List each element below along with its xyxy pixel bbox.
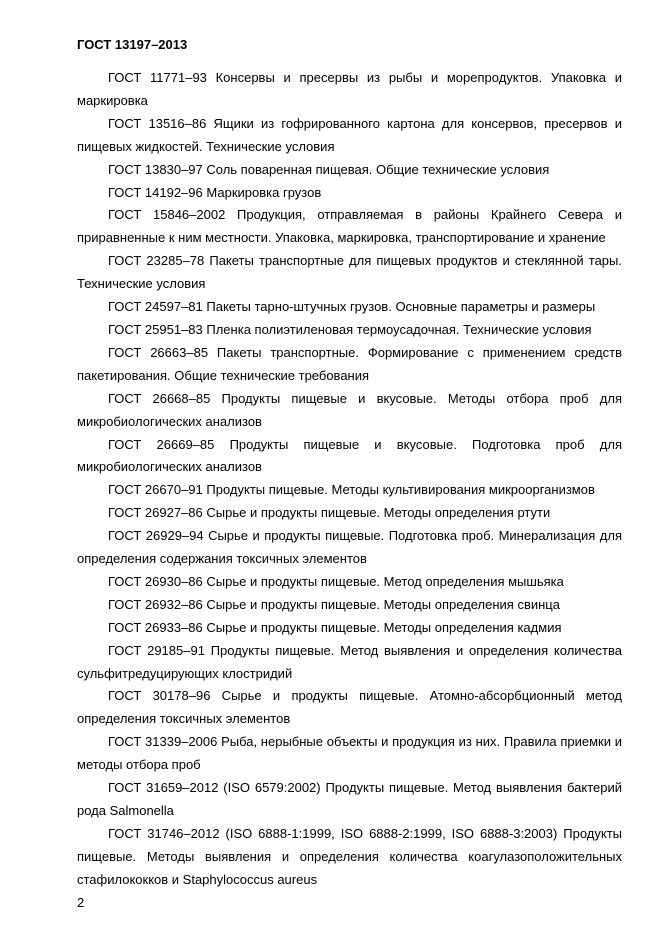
reference-item: ГОСТ 26668–85 Продукты пищевые и вкусовые. Методы отбора проб для микробиологических анализов (77, 390, 622, 429)
page-number: 2 (77, 895, 85, 910)
reference-item: ГОСТ 24597–81 Пакеты тарно-штучных грузов. Основные параметры и размеры (108, 299, 596, 315)
reference-item: ГОСТ 29185–91 Продукты пищевые. Метод выявления и определения количества сульфитредуцирующих клостридий (77, 642, 622, 681)
reference-item: ГОСТ 26670–91 Продукты пищевые. Методы культивирования микроорганизмов (108, 482, 595, 498)
reference-item: ГОСТ 15846–2002 Продукция, отправляемая в районы Крайнего Севера и приравненные к ним местности. Упаковка, маркировка, транспортирование и хранение (77, 207, 622, 246)
document-header: ГОСТ 13197–2013 (77, 37, 188, 52)
reference-item: ГОСТ 26669–85 Продукты пищевые и вкусовые. Подготовка проб для микробиологических анализов (77, 436, 622, 475)
reference-item: ГОСТ 26932–86 Сырье и продукты пищевые. Методы определения свинца (108, 596, 560, 612)
reference-item: ГОСТ 11771–93 Консервы и пресервы из рыбы и морепродуктов. Упаковка и маркировка (77, 70, 622, 108)
reference-item: ГОСТ 25951–83 Пленка полиэтиленовая термоусадочная. Технические условия (108, 321, 592, 337)
reference-item: ГОСТ 26927–86 Сырье и продукты пищевые. Методы определения ртути (108, 505, 551, 521)
reference-item: ГОСТ 30178–96 Сырье и продукты пищевые. Атомно-абсорбционный метод определения токсичных элементов (77, 688, 622, 727)
reference-item: ГОСТ 13830–97 Соль поваренная пищевая. Общие технические условия (108, 161, 550, 177)
reference-item: ГОСТ 26663–85 Пакеты транспортные. Формирование с применением средств пакетирования. Общие технические требования (77, 344, 622, 383)
reference-item: ГОСТ 13516–86 Ящики из гофрированного картона для консервов, пресервов и пищевых жидкостей. Технические условия (77, 115, 622, 154)
reference-item: ГОСТ 23285–78 Пакеты транспортные для пищевых продуктов и стеклянной тары. Технические условия (77, 253, 622, 292)
reference-item: ГОСТ 14192–96 Маркировка грузов (108, 184, 322, 200)
reference-item: ГОСТ 31659–2012 (ISO 6579:2002) Продукты пищевые. Метод выявления бактерий рода Salmonella (77, 780, 622, 818)
reference-item: ГОСТ 26933–86 Сырье и продукты пищевые. Методы определения кадмия (108, 619, 562, 635)
reference-item: ГОСТ 31339–2006 Рыба, нерыбные объекты и продукция из них. Правила приемки и методы отбора проб (77, 734, 622, 773)
reference-list (77, 67, 622, 892)
reference-item: ГОСТ 31746–2012 (ISO 6888-1:1999, ISO 6888-2:1999, ISO 6888-3:2003) Продукты пищевые. Методы выявления и определения количества коагулазоположительных стафилококков и Staphylococcus aureus (77, 825, 622, 887)
reference-item: ГОСТ 26930–86 Сырье и продукты пищевые. Метод определения мышьяка (108, 573, 564, 589)
reference-item: ГОСТ 26929–94 Сырье и продукты пищевые. Подготовка проб. Минерализация для определения содержания токсичных элементов (77, 528, 622, 567)
